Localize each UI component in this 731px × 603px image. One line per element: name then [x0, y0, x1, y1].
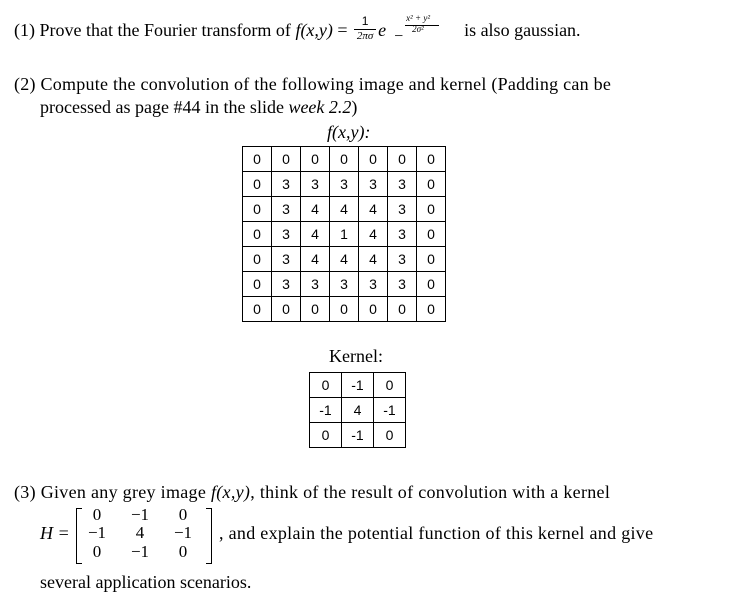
- image-cell: 3: [272, 247, 301, 272]
- image-cell: 4: [359, 197, 388, 222]
- image-cell: 3: [272, 172, 301, 197]
- h-matrix-cell: 4: [135, 523, 145, 542]
- image-cell: 4: [330, 197, 359, 222]
- q3-line-2: , and explain the potential function of this kernel and give: [219, 523, 654, 543]
- h-matrix-cell: −1: [130, 505, 150, 524]
- q1-prefix: (1) Prove that the Fourier transform of: [14, 20, 296, 40]
- image-cell: 0: [417, 297, 446, 322]
- q2-line-1: (2) Compute the convolution of the following image and kernel (Padding can be: [14, 74, 612, 94]
- kernel-label: Kernel:: [329, 346, 383, 366]
- q1-exp-num: x² + y²: [406, 13, 431, 23]
- image-row: [243, 172, 446, 197]
- image-cell: 0: [243, 272, 272, 297]
- image-cell: 0: [417, 172, 446, 197]
- q3-line-3: several application scenarios.: [40, 572, 252, 592]
- h-matrix-cell: −1: [87, 523, 107, 542]
- image-row: [243, 297, 446, 322]
- matrix-right-bracket: [206, 508, 212, 564]
- h-label: H =: [40, 523, 70, 543]
- image-cell: 4: [301, 222, 330, 247]
- image-cell: 3: [359, 172, 388, 197]
- kernel-cell: -1: [342, 423, 374, 448]
- image-cell: 0: [330, 147, 359, 172]
- image-label: f(x,y):: [327, 122, 371, 142]
- image-cell: 4: [301, 197, 330, 222]
- image-cell: 3: [359, 272, 388, 297]
- image-cell: 0: [301, 297, 330, 322]
- image-cell: 3: [301, 172, 330, 197]
- image-cell: 3: [388, 172, 417, 197]
- h-matrix-cell: 0: [178, 542, 188, 561]
- image-cell: 3: [388, 197, 417, 222]
- image-cell: 3: [388, 247, 417, 272]
- image-row: [243, 147, 446, 172]
- q3-function: f(x,y): [210, 482, 251, 502]
- h-matrix: [80, 505, 210, 565]
- kernel-cell: 0: [374, 373, 406, 398]
- image-cell: 0: [417, 222, 446, 247]
- kernel-row: [310, 373, 406, 398]
- image-row: [243, 222, 446, 247]
- q1-frac-num: 1: [361, 14, 369, 28]
- q1-function: f(x,y): [295, 20, 333, 40]
- image-cell: 0: [417, 247, 446, 272]
- image-cell: 1: [330, 222, 359, 247]
- image-cell: 0: [272, 147, 301, 172]
- image-cell: 4: [301, 247, 330, 272]
- kernel-cell: -1: [342, 373, 374, 398]
- image-cell: 3: [272, 222, 301, 247]
- image-cell: 0: [388, 297, 417, 322]
- image-cell: 0: [388, 147, 417, 172]
- kernel-row: [310, 423, 406, 448]
- kernel-cell: -1: [374, 398, 406, 423]
- image-cell: 0: [243, 297, 272, 322]
- image-row: [243, 197, 446, 222]
- image-cell: 3: [330, 172, 359, 197]
- kernel-cell: -1: [310, 398, 342, 423]
- q1-equals: =: [332, 20, 353, 40]
- q1-exponent: [394, 8, 454, 45]
- h-matrix-cell: −1: [130, 542, 150, 561]
- image-cell: 3: [388, 222, 417, 247]
- image-cell: 0: [272, 297, 301, 322]
- q1-exp-sign: −: [394, 28, 404, 45]
- image-cell: 3: [388, 272, 417, 297]
- image-cell: 0: [359, 147, 388, 172]
- q3-line1-prefix: (3) Given any grey image: [14, 482, 211, 502]
- kernel-matrix: [309, 372, 406, 448]
- image-cell: 3: [272, 272, 301, 297]
- image-cell: 0: [417, 197, 446, 222]
- q1-frac-den: 2πσ: [356, 30, 374, 42]
- image-cell: 0: [243, 247, 272, 272]
- q2-line2-suffix: ): [351, 97, 358, 117]
- question-1: [14, 13, 581, 45]
- image-cell: 0: [330, 297, 359, 322]
- h-matrix-cell: 0: [92, 505, 102, 524]
- image-cell: 4: [359, 247, 388, 272]
- q3-line1-suffix: , think of the result of convolution with a kernel: [250, 482, 611, 502]
- kernel-row: [310, 398, 406, 423]
- q1-suffix: is also gaussian.: [464, 20, 581, 40]
- q2-line2-prefix: processed as page #44 in the slide: [40, 97, 289, 117]
- kernel-cell: 0: [310, 373, 342, 398]
- q1-exp-den: 2σ²: [412, 24, 424, 34]
- image-row: [243, 272, 446, 297]
- q2-slide-ref: week 2.2: [288, 97, 352, 117]
- image-cell: 0: [417, 147, 446, 172]
- kernel-cell: 0: [310, 423, 342, 448]
- image-matrix: [242, 146, 446, 322]
- kernel-cell: 0: [374, 423, 406, 448]
- image-cell: 3: [330, 272, 359, 297]
- q3-line-1: [14, 482, 610, 503]
- image-cell: 0: [243, 197, 272, 222]
- q2-line-2: [40, 97, 357, 118]
- q1-base: e: [378, 20, 387, 40]
- image-cell: 3: [301, 272, 330, 297]
- image-row: [243, 247, 446, 272]
- h-matrix-cell: −1: [173, 523, 193, 542]
- image-cell: 0: [417, 272, 446, 297]
- image-cell: 4: [330, 247, 359, 272]
- image-cell: 0: [301, 147, 330, 172]
- image-cell: 0: [243, 172, 272, 197]
- image-cell: 0: [359, 297, 388, 322]
- image-cell: 3: [272, 197, 301, 222]
- q1-fraction: [352, 14, 378, 44]
- image-cell: 4: [359, 222, 388, 247]
- h-matrix-cell: 0: [92, 542, 102, 561]
- h-matrix-cell: 0: [178, 505, 188, 524]
- kernel-cell: 4: [342, 398, 374, 423]
- image-cell: 0: [243, 222, 272, 247]
- image-cell: 0: [243, 147, 272, 172]
